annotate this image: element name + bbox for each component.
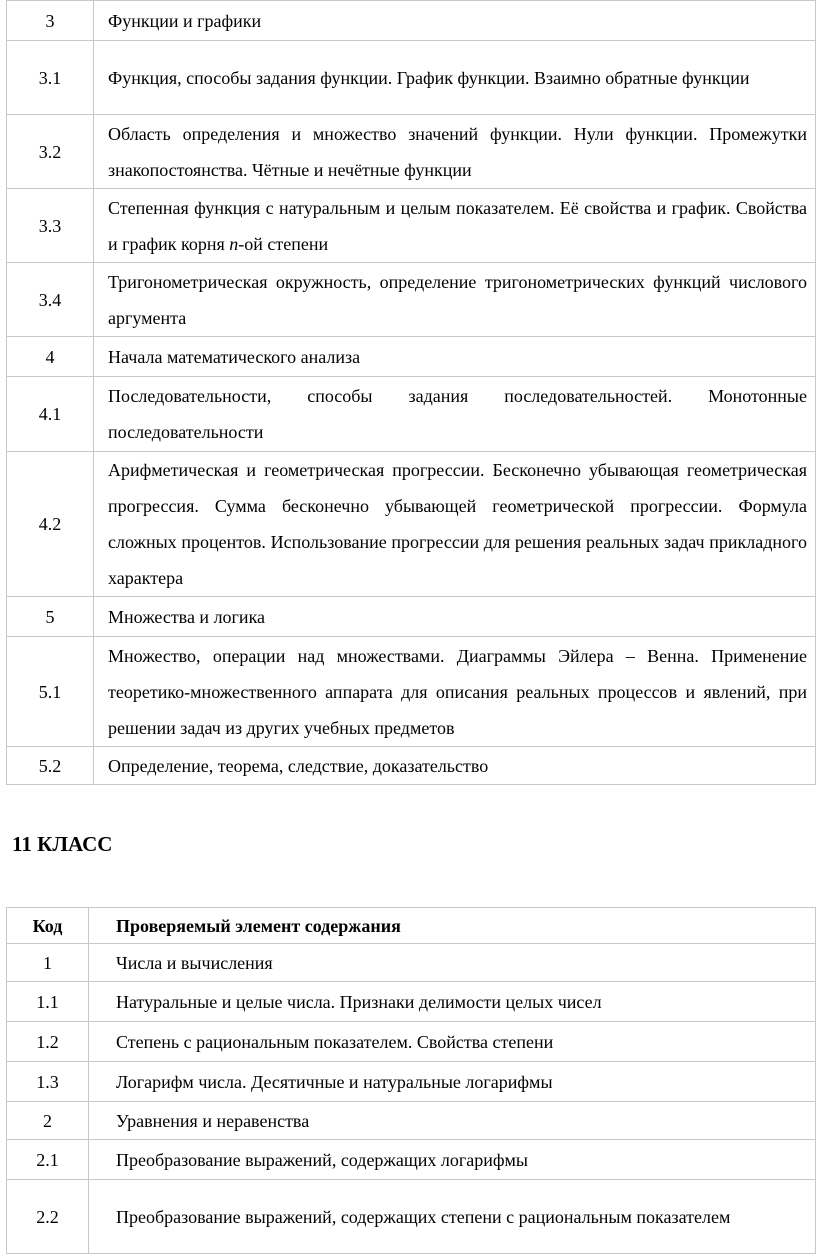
row-text: Определение, теорема, следствие, доказательство	[94, 747, 816, 785]
row-code: 4.1	[7, 377, 94, 452]
row-code: 4	[7, 337, 94, 377]
content-table-grade10-continued	[6, 0, 816, 785]
table-row	[7, 115, 816, 189]
table-row	[7, 377, 816, 452]
row-code: 3.4	[7, 263, 94, 337]
row-text: Начала математического анализа	[94, 337, 816, 377]
row-text: Область определения и множество значений функции. Нули функции. Промежутки знакопостоянства. Чётные и нечётные функции	[94, 115, 816, 189]
section-heading: 11 КЛАСС	[12, 832, 113, 856]
column-header-code: Код	[7, 908, 89, 944]
table-row	[7, 944, 816, 982]
row-code: 2.1	[7, 1140, 89, 1180]
table-row	[7, 1102, 816, 1140]
table-row	[7, 337, 816, 377]
row-code: 1.3	[7, 1062, 89, 1102]
row-code: 2	[7, 1102, 89, 1140]
row-text: Преобразование выражений, содержащих логарифмы	[89, 1140, 816, 1180]
row-code: 5.2	[7, 747, 94, 785]
row-code: 5.1	[7, 637, 94, 747]
italic-n: n	[229, 233, 239, 254]
table-row	[7, 1062, 816, 1102]
row-code: 3.3	[7, 189, 94, 263]
row-text: Уравнения и неравенства	[89, 1102, 816, 1140]
table-row	[7, 1180, 816, 1254]
content-table-grade11	[6, 907, 816, 1254]
column-header-content: Проверяемый элемент содержания	[89, 908, 816, 944]
row-code: 1.1	[7, 982, 89, 1022]
table-row	[7, 637, 816, 747]
row-code: 3	[7, 1, 94, 41]
table-row	[7, 189, 816, 263]
row-code: 4.2	[7, 452, 94, 597]
row-text: Последовательности, способы задания последовательностей. Монотонные последовательности	[94, 377, 816, 452]
table-row	[7, 452, 816, 597]
row-code: 1.2	[7, 1022, 89, 1062]
table-row	[7, 1, 816, 41]
table-row	[7, 1022, 816, 1062]
row-text	[94, 189, 816, 263]
table-row	[7, 1140, 816, 1180]
row-code: 3.1	[7, 41, 94, 115]
row-text: Преобразование выражений, содержащих степени с рациональным показателем	[89, 1180, 816, 1254]
table-header-row	[7, 908, 816, 944]
row-text: Множества и логика	[94, 597, 816, 637]
row-text: Множество, операции над множествами. Диаграммы Эйлера – Венна. Применение теоретико-множественного аппарата для описания реальных процессов и явлений, при решении задач из других учебных предметов	[94, 637, 816, 747]
row-text: Логарифм числа. Десятичные и натуральные логарифмы	[89, 1062, 816, 1102]
row-text-part: Степенная функция с натуральным и целым показателем. Её свойства и график. Свойства и график корня	[108, 197, 807, 254]
row-text: Функция, способы задания функции. График функции. Взаимно обратные функции	[94, 41, 816, 115]
row-code: 1	[7, 944, 89, 982]
row-text: Арифметическая и геометрическая прогрессии. Бесконечно убывающая геометрическая прогрессия. Сумма бесконечно убывающей геометрической прогрессии. Формула сложных процентов. Использование прогрессии для решения реальных задач прикладного характера	[94, 452, 816, 597]
row-text: Натуральные и целые числа. Признаки делимости целых чисел	[89, 982, 816, 1022]
row-code: 5	[7, 597, 94, 637]
table-row	[7, 263, 816, 337]
row-code: 3.2	[7, 115, 94, 189]
table-row	[7, 597, 816, 637]
table-row	[7, 41, 816, 115]
row-text-part: -ой степени	[238, 233, 329, 254]
table-row	[7, 747, 816, 785]
row-code: 2.2	[7, 1180, 89, 1254]
row-text: Степень с рациональным показателем. Свойства степени	[89, 1022, 816, 1062]
row-text: Функции и графики	[94, 1, 816, 41]
table-row	[7, 982, 816, 1022]
row-text: Тригонометрическая окружность, определение тригонометрических функций числового аргумента	[94, 263, 816, 337]
row-text: Числа и вычисления	[89, 944, 816, 982]
